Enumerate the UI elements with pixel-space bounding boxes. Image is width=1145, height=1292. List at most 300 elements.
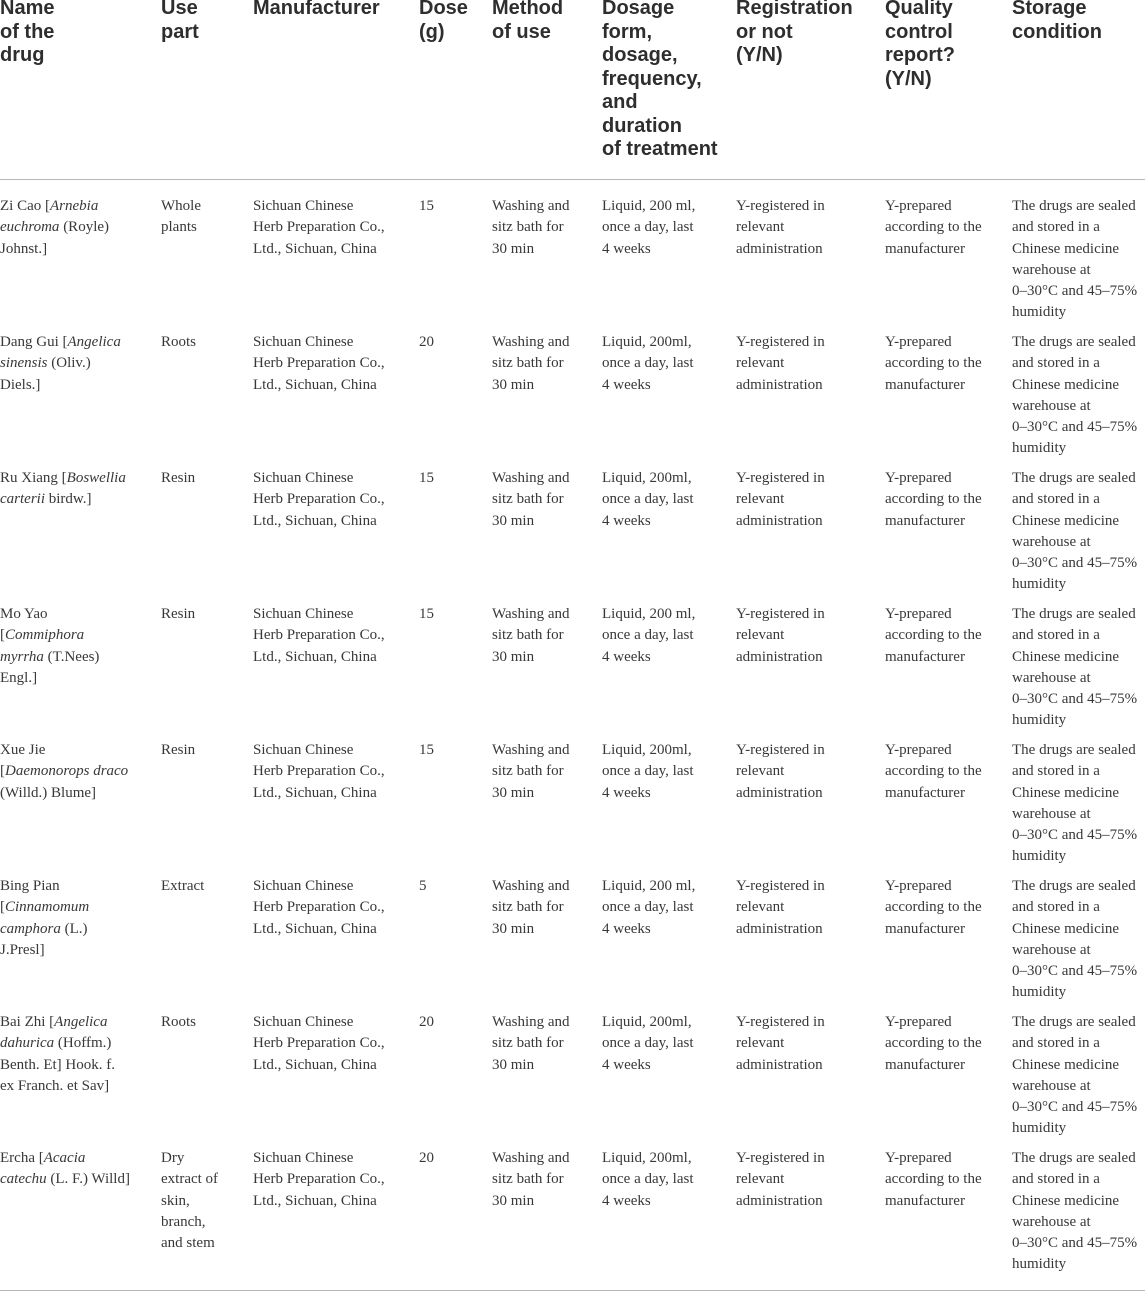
drug-name-text: [ — [0, 763, 5, 780]
drug-name-text: camphora — [0, 920, 61, 937]
cell-drug-name — [0, 876, 89, 961]
cell-line: Ltd., Sichuan, China — [253, 784, 377, 801]
cell-line: 30 min — [492, 920, 535, 937]
drug-name-line — [0, 332, 121, 353]
cell-registration — [736, 740, 825, 804]
cell-line: 15 — [419, 742, 434, 758]
drug-name-text-alt: (Royle) — [59, 219, 110, 236]
drug-name-line — [0, 625, 99, 646]
cell-line: humidity — [1012, 304, 1067, 321]
cell-line: Washing and — [492, 742, 570, 758]
cell-line: Ltd., Sichuan, China — [253, 1056, 377, 1073]
cell-manufacturer — [253, 196, 385, 260]
cell-line: 0–30°C and 45–75% — [1012, 827, 1138, 844]
drug-name-line — [0, 740, 128, 761]
drug-name-text-alt: Commiphora — [5, 627, 85, 644]
cell-dosage — [602, 604, 695, 668]
header-method-of-use — [492, 0, 563, 44]
cell-line: Y-prepared — [885, 742, 952, 758]
cell-line: Chinese medicine — [1012, 1056, 1120, 1073]
cell-line: Y-prepared — [885, 1014, 952, 1030]
cell-line: sitz bath for — [492, 1035, 564, 1052]
header-line: Dose — [419, 0, 468, 19]
cell-dosage — [602, 1012, 694, 1076]
cell-line: administration — [736, 1192, 823, 1209]
cell-dosage — [602, 332, 694, 396]
cell-line: once a day, last — [602, 1171, 694, 1188]
drug-name-line — [0, 196, 109, 217]
cell-quality-control — [885, 332, 982, 396]
header-line: duration — [602, 114, 682, 137]
cell-line: and stored in a — [1012, 1171, 1100, 1188]
cell-line: Herb Preparation Co., — [253, 627, 385, 644]
cell-dose — [419, 196, 434, 217]
cell-line: warehouse at — [1012, 805, 1091, 822]
cell-line: and stored in a — [1012, 627, 1100, 644]
cell-manufacturer — [253, 1148, 385, 1212]
cell-line: Ltd., Sichuan, China — [253, 376, 377, 393]
cell-line: Washing and — [492, 334, 570, 350]
cell-method-of-use — [492, 876, 570, 940]
header-line: condition — [1012, 20, 1102, 43]
cell-line: manufacturer — [885, 648, 965, 665]
drug-name-text: Ercha [ — [0, 1150, 44, 1166]
drug-name-line — [0, 761, 128, 782]
cell-drug-name — [0, 468, 126, 511]
header-line: and — [602, 91, 638, 113]
cell-line: Chinese medicine — [1012, 240, 1120, 257]
drug-name-line — [0, 668, 99, 689]
drug-name-text: Zi Cao [ — [0, 198, 50, 214]
cell-line: 4 weeks — [602, 920, 651, 937]
cell-line: once a day, last — [602, 355, 694, 372]
cell-dose — [419, 740, 434, 761]
cell-line: 0–30°C and 45–75% — [1012, 283, 1138, 300]
cell-line: Herb Preparation Co., — [253, 899, 385, 916]
cell-line: Liquid, 200ml, — [602, 334, 692, 350]
cell-use-part — [161, 196, 201, 239]
cell-registration — [736, 604, 825, 668]
cell-use-part — [161, 740, 195, 761]
cell-line: administration — [736, 240, 823, 257]
drug-name-line — [0, 375, 121, 396]
cell-registration — [736, 468, 825, 532]
drug-name-line — [0, 489, 126, 510]
cell-line: humidity — [1012, 848, 1067, 865]
cell-line: relevant — [736, 491, 785, 508]
cell-line: Sichuan Chinese — [253, 198, 354, 214]
cell-quality-control — [885, 1012, 982, 1076]
cell-drug-name — [0, 604, 99, 689]
cell-manufacturer — [253, 876, 385, 940]
cell-line: Sichuan Chinese — [253, 1014, 354, 1030]
cell-quality-control — [885, 876, 982, 940]
cell-line: 4 weeks — [602, 1192, 651, 1209]
cell-line: Ltd., Sichuan, China — [253, 648, 377, 665]
header-line: Manufacturer — [253, 0, 380, 19]
cell-storage-condition — [1012, 1012, 1137, 1140]
drug-name-text-alt: Daemonorops draco — [5, 763, 129, 780]
cell-line: Y-prepared — [885, 334, 952, 350]
cell-line: Liquid, 200ml, — [602, 1150, 692, 1166]
header-line: Dosage — [602, 0, 675, 19]
cell-line: relevant — [736, 219, 785, 236]
cell-dosage — [602, 876, 695, 940]
cell-use-part — [161, 1148, 218, 1254]
cell-line: The drugs are sealed — [1012, 878, 1136, 894]
cell-line: manufacturer — [885, 1056, 965, 1073]
cell-method-of-use — [492, 468, 570, 532]
cell-line: once a day, last — [602, 219, 694, 236]
cell-dosage — [602, 468, 694, 532]
cell-line: Herb Preparation Co., — [253, 1171, 385, 1188]
cell-line: 4 weeks — [602, 512, 651, 529]
cell-storage-condition — [1012, 196, 1137, 324]
cell-drug-name — [0, 740, 128, 804]
header-line: of treatment — [602, 138, 718, 160]
header-use-part — [161, 0, 199, 44]
cell-dose — [419, 332, 434, 353]
header-manufacturer — [253, 0, 380, 21]
cell-dosage — [602, 740, 694, 804]
drug-name-line — [0, 217, 109, 238]
drug-name-text-alt: (L.) — [60, 920, 88, 937]
cell-line: Y-registered in — [736, 334, 825, 350]
drug-name-text: Diels.] — [0, 376, 41, 393]
cell-line: Chinese medicine — [1012, 376, 1120, 393]
cell-method-of-use — [492, 196, 570, 260]
header-line: of use — [492, 20, 551, 43]
cell-line: 0–30°C and 45–75% — [1012, 555, 1138, 572]
cell-line: The drugs are sealed — [1012, 606, 1136, 622]
cell-line: Y-prepared — [885, 470, 952, 486]
cell-quality-control — [885, 468, 982, 532]
drug-name-text-alt: Angelica — [67, 334, 121, 350]
cell-line: Sichuan Chinese — [253, 470, 354, 486]
cell-line: Extract — [161, 878, 205, 894]
cell-line: 4 weeks — [602, 376, 651, 393]
cell-registration — [736, 1012, 825, 1076]
cell-line: 4 weeks — [602, 1056, 651, 1073]
header-line: Registration — [736, 0, 853, 19]
cell-line: Resin — [161, 470, 196, 486]
cell-line: relevant — [736, 355, 785, 372]
cell-line: according to the — [885, 899, 982, 916]
cell-line: 20 — [419, 1150, 434, 1166]
cell-line: Roots — [161, 334, 197, 350]
cell-line: Herb Preparation Co., — [253, 763, 385, 780]
drug-name-text: J.Presl] — [0, 941, 45, 958]
drug-name-text: Mo Yao — [0, 606, 48, 622]
cell-line: extract of — [161, 1171, 219, 1188]
cell-line: 30 min — [492, 512, 535, 529]
cell-use-part — [161, 604, 195, 625]
drug-name-text: sinensis — [0, 355, 48, 372]
cell-line: humidity — [1012, 440, 1067, 457]
cell-line: Sichuan Chinese — [253, 606, 354, 622]
cell-line: according to the — [885, 763, 982, 780]
cell-storage-condition — [1012, 876, 1137, 1004]
cell-line: Y-prepared — [885, 1150, 952, 1166]
drug-name-line — [0, 468, 126, 489]
header-line: Use — [161, 0, 198, 19]
cell-line: Y-prepared — [885, 198, 952, 214]
cell-line: Sichuan Chinese — [253, 334, 354, 350]
header-line: Quality — [885, 0, 953, 19]
cell-line: according to the — [885, 355, 982, 372]
cell-line: once a day, last — [602, 1035, 694, 1052]
cell-line: Y-registered in — [736, 1150, 825, 1166]
cell-line: Liquid, 200ml, — [602, 1014, 692, 1030]
cell-line: 4 weeks — [602, 240, 651, 257]
cell-manufacturer — [253, 740, 385, 804]
cell-line: Y-registered in — [736, 1014, 825, 1030]
header-dose — [419, 0, 468, 44]
drug-name-text-alt: birdw.] — [45, 491, 92, 508]
cell-line: Y-registered in — [736, 606, 825, 622]
cell-line: Liquid, 200 ml, — [602, 606, 696, 622]
cell-line: humidity — [1012, 712, 1067, 729]
header-line: or not — [736, 20, 793, 43]
cell-line: 15 — [419, 198, 434, 214]
drug-name-text-alt: (Hoffm.) — [54, 1035, 112, 1052]
drug-name-text: [ — [0, 627, 5, 644]
cell-use-part — [161, 1012, 196, 1033]
drug-name-text-alt: (Oliv.) — [47, 355, 91, 372]
cell-line: 30 min — [492, 1056, 535, 1073]
cell-line: manufacturer — [885, 512, 965, 529]
cell-line: relevant — [736, 899, 785, 916]
cell-line: 0–30°C and 45–75% — [1012, 1099, 1138, 1116]
drug-name-line — [0, 1148, 130, 1169]
cell-line: Chinese medicine — [1012, 512, 1120, 529]
cell-line: Chinese medicine — [1012, 1192, 1120, 1209]
cell-line: and stored in a — [1012, 899, 1100, 916]
cell-line: once a day, last — [602, 763, 694, 780]
cell-manufacturer — [253, 332, 385, 396]
drug-name-text: (Willd.) Blume] — [0, 784, 97, 801]
cell-line: Y-registered in — [736, 470, 825, 486]
cell-line: warehouse at — [1012, 1213, 1091, 1230]
cell-storage-condition — [1012, 740, 1137, 868]
cell-drug-name — [0, 196, 109, 260]
header-divider — [0, 179, 1145, 180]
header-line: of the — [0, 20, 55, 43]
cell-line: Herb Preparation Co., — [253, 355, 385, 372]
cell-line: warehouse at — [1012, 533, 1091, 550]
cell-line: Chinese medicine — [1012, 920, 1120, 937]
cell-line: Liquid, 200ml, — [602, 742, 692, 758]
cell-line: manufacturer — [885, 240, 965, 257]
drug-name-line — [0, 1076, 115, 1097]
cell-line: administration — [736, 920, 823, 937]
cell-line: Herb Preparation Co., — [253, 219, 385, 236]
cell-line: 4 weeks — [602, 784, 651, 801]
drug-name-text: Engl.] — [0, 669, 38, 686]
header-line: (g) — [419, 20, 445, 43]
cell-line: Ltd., Sichuan, China — [253, 512, 377, 529]
header-line: frequency, — [602, 67, 702, 90]
cell-line: and stem — [161, 1235, 215, 1252]
cell-line: 30 min — [492, 1192, 535, 1209]
cell-line: warehouse at — [1012, 397, 1091, 414]
header-line: drug — [0, 44, 45, 66]
cell-storage-condition — [1012, 604, 1137, 732]
cell-line: Ltd., Sichuan, China — [253, 1192, 377, 1209]
cell-method-of-use — [492, 740, 570, 804]
cell-dosage — [602, 196, 695, 260]
cell-line: and stored in a — [1012, 763, 1100, 780]
cell-line: sitz bath for — [492, 899, 564, 916]
drug-name-text: Xue Jie — [0, 742, 46, 758]
cell-manufacturer — [253, 468, 385, 532]
drug-name-line — [0, 876, 89, 897]
cell-use-part — [161, 468, 195, 489]
header-dosage-form — [602, 0, 718, 162]
cell-line: Roots — [161, 1014, 197, 1030]
cell-line: 20 — [419, 1014, 434, 1030]
cell-line: once a day, last — [602, 627, 694, 644]
drug-name-text-alt: Angelica — [54, 1014, 108, 1030]
header-line: (Y/N) — [736, 44, 783, 66]
cell-manufacturer — [253, 1012, 385, 1076]
cell-line: Washing and — [492, 198, 570, 214]
cell-line: 15 — [419, 470, 434, 486]
cell-line: 30 min — [492, 240, 535, 257]
cell-line: once a day, last — [602, 491, 694, 508]
cell-drug-name — [0, 1148, 130, 1191]
drug-name-text: Bai Zhi [ — [0, 1014, 55, 1030]
cell-line: 5 — [419, 878, 427, 894]
drug-name-line — [0, 919, 89, 940]
header-line: control — [885, 20, 953, 43]
cell-line: sitz bath for — [492, 219, 564, 236]
cell-storage-condition — [1012, 332, 1137, 460]
cell-line: Y-prepared — [885, 878, 952, 894]
cell-line: administration — [736, 1056, 823, 1073]
drug-name-text: carterii — [0, 491, 45, 508]
cell-line: administration — [736, 784, 823, 801]
cell-line: relevant — [736, 627, 785, 644]
cell-line: administration — [736, 376, 823, 393]
cell-line: Ltd., Sichuan, China — [253, 240, 377, 257]
cell-line: Herb Preparation Co., — [253, 491, 385, 508]
cell-line: Y-registered in — [736, 198, 825, 214]
header-line: Method — [492, 0, 564, 19]
header-line: dosage, — [602, 44, 678, 66]
cell-line: according to the — [885, 219, 982, 236]
cell-quality-control — [885, 740, 982, 804]
drug-name-line — [0, 647, 99, 668]
drug-name-text-alt: (L. F.) Willd] — [46, 1171, 130, 1188]
drug-name-text: myrrha — [0, 648, 44, 665]
header-name-of-drug — [0, 0, 54, 68]
cell-line: according to the — [885, 1035, 982, 1052]
cell-drug-name — [0, 332, 121, 396]
cell-line: manufacturer — [885, 920, 965, 937]
drug-name-text-alt: Arnebia — [50, 198, 99, 214]
drug-name-text: Ru Xiang [ — [0, 470, 67, 486]
cell-registration — [736, 1148, 825, 1212]
cell-line: The drugs are sealed — [1012, 1150, 1136, 1166]
cell-dose — [419, 876, 427, 897]
cell-line: and stored in a — [1012, 355, 1100, 372]
table-bottom-rule — [0, 1290, 1145, 1291]
cell-dose — [419, 468, 434, 489]
cell-line: manufacturer — [885, 784, 965, 801]
cell-line: 0–30°C and 45–75% — [1012, 1235, 1138, 1252]
cell-line: sitz bath for — [492, 1171, 564, 1188]
header-line: report? — [885, 44, 955, 66]
cell-line: Chinese medicine — [1012, 784, 1120, 801]
header-registration — [736, 0, 853, 68]
cell-line: and stored in a — [1012, 491, 1100, 508]
header-line: Name — [0, 0, 55, 19]
cell-method-of-use — [492, 1012, 570, 1076]
cell-line: The drugs are sealed — [1012, 470, 1136, 486]
cell-line: 0–30°C and 45–75% — [1012, 419, 1138, 436]
cell-registration — [736, 196, 825, 260]
drug-name-text: euchroma — [0, 219, 60, 236]
cell-line: Ltd., Sichuan, China — [253, 920, 377, 937]
cell-line: humidity — [1012, 1120, 1067, 1137]
header-line: (Y/N) — [885, 67, 932, 90]
cell-line: according to the — [885, 1171, 982, 1188]
drug-name-line — [0, 353, 121, 374]
cell-use-part — [161, 876, 204, 897]
cell-line: Resin — [161, 606, 196, 622]
cell-manufacturer — [253, 604, 385, 668]
cell-line: 15 — [419, 606, 434, 622]
cell-method-of-use — [492, 604, 570, 668]
cell-line: 30 min — [492, 784, 535, 801]
cell-line: Y-registered in — [736, 742, 825, 758]
cell-line: Sichuan Chinese — [253, 742, 354, 758]
cell-line: 4 weeks — [602, 648, 651, 665]
cell-line: Dry — [161, 1150, 185, 1166]
cell-line: Y-prepared — [885, 606, 952, 622]
header-storage-condition — [1012, 0, 1102, 44]
header-line: part — [161, 20, 199, 43]
cell-line: warehouse at — [1012, 261, 1091, 278]
drug-name-line — [0, 604, 99, 625]
cell-line: 20 — [419, 334, 434, 350]
cell-line: sitz bath for — [492, 763, 564, 780]
drug-name-text-alt: Acacia — [43, 1150, 86, 1166]
header-line: form, — [602, 20, 652, 43]
cell-dosage — [602, 1148, 694, 1212]
drug-name-text-alt: Boswellia — [66, 470, 126, 486]
cell-line: relevant — [736, 1035, 785, 1052]
cell-line: warehouse at — [1012, 1077, 1091, 1094]
cell-line: Herb Preparation Co., — [253, 1035, 385, 1052]
drug-name-text: ex Franch. et Sav] — [0, 1077, 110, 1094]
cell-line: sitz bath for — [492, 491, 564, 508]
drug-name-text: dahurica — [0, 1035, 55, 1052]
cell-line: Resin — [161, 742, 196, 758]
cell-storage-condition — [1012, 468, 1137, 596]
cell-line: administration — [736, 648, 823, 665]
cell-dose — [419, 1012, 434, 1033]
cell-line: Washing and — [492, 606, 570, 622]
cell-method-of-use — [492, 332, 570, 396]
cell-line: Liquid, 200 ml, — [602, 198, 696, 214]
drug-name-text: Bing Pian — [0, 878, 60, 894]
cell-quality-control — [885, 1148, 982, 1212]
cell-quality-control — [885, 604, 982, 668]
cell-line: The drugs are sealed — [1012, 334, 1136, 350]
cell-line: Washing and — [492, 470, 570, 486]
